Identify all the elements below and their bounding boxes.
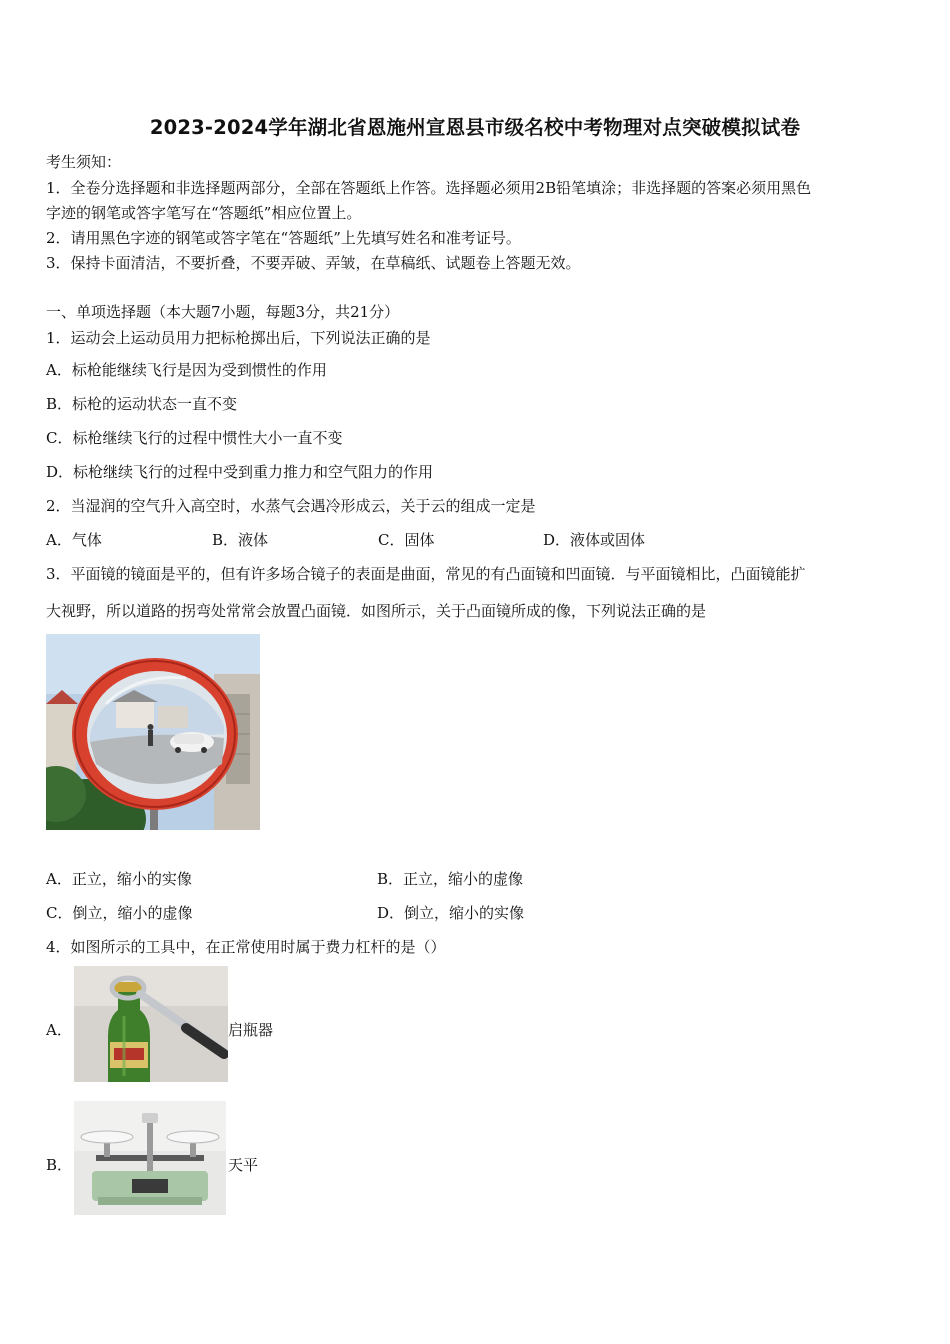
q4-option-b-label: B． [46, 1156, 73, 1174]
q2-option-a: A．气体 [46, 531, 102, 549]
q2-option-c: C．固体 [378, 531, 435, 549]
q4-option-b-text: 天平 [228, 1156, 259, 1174]
convex-mirror-image [46, 634, 260, 830]
q4-option-a-text: 启瓶器 [228, 1021, 274, 1039]
notice-heading: 考生须知： [46, 153, 122, 171]
section-heading: 一、单项选择题（本大题7小题，每题3分，共21分） [46, 303, 400, 321]
notice-item-1-line-1: 1．全卷分选择题和非选择题两部分，全部在答题纸上作答。选择题必须用2B铅笔填涂；非选择题的答案必须用黑色 [46, 179, 812, 197]
q1-option-d: D．标枪继续飞行的过程中受到重力推力和空气阻力的作用 [46, 463, 434, 481]
notice-item-3: 3．保持卡面清洁，不要折叠，不要弄破、弄皱，在草稿纸、试题卷上答题无效。 [46, 254, 581, 272]
q3-option-d: D．倒立，缩小的实像 [377, 904, 525, 922]
q2-option-b: B．液体 [212, 531, 269, 549]
q4-option-a-label: A． [46, 1021, 72, 1039]
bottle-opener-image [74, 966, 228, 1082]
q3-option-b: B．正立，缩小的虚像 [377, 870, 524, 888]
q2-stem: 2．当湿润的空气升入高空时，水蒸气会遇冷形成云，关于云的组成一定是 [46, 497, 536, 515]
q3-option-a: A．正立，缩小的实像 [46, 870, 192, 888]
q3-stem-line-1: 3．平面镜的镜面是平的，但有许多场合镜子的表面是曲面，常见的有凸面镜和凹面镜．与平面镜相比，凸面镜能扩 [46, 565, 806, 583]
notice-item-2: 2．请用黑色字迹的钢笔或答字笔在“答题纸”上先填写姓名和准考证号。 [46, 229, 521, 247]
q3-option-c: C．倒立，缩小的虚像 [46, 904, 193, 922]
notice-item-1-line-2: 字迹的钢笔或答字笔写在“答题纸”相应位置上。 [46, 204, 362, 222]
q2-option-d: D．液体或固体 [543, 531, 646, 549]
q4-stem: 4．如图所示的工具中，在正常使用时属于费力杠杆的是（） [46, 938, 446, 956]
q1-option-b: B．标枪的运动状态一直不变 [46, 395, 238, 413]
balance-scale-image [74, 1101, 226, 1215]
q3-stem-line-2: 大视野，所以道路的拐弯处常常会放置凸面镜．如图所示，关于凸面镜所成的像，下列说法正确的是 [46, 602, 707, 620]
q1-option-c: C．标枪继续飞行的过程中惯性大小一直不变 [46, 429, 343, 447]
page-title: 2023-2024学年湖北省恩施州宣恩县市级名校中考物理对点突破模拟试卷 [149, 116, 801, 139]
q1-option-a: A．标枪能继续飞行是因为受到惯性的作用 [46, 361, 327, 379]
q1-stem: 1．运动会上运动员用力把标枪掷出后，下列说法正确的是 [46, 329, 431, 347]
